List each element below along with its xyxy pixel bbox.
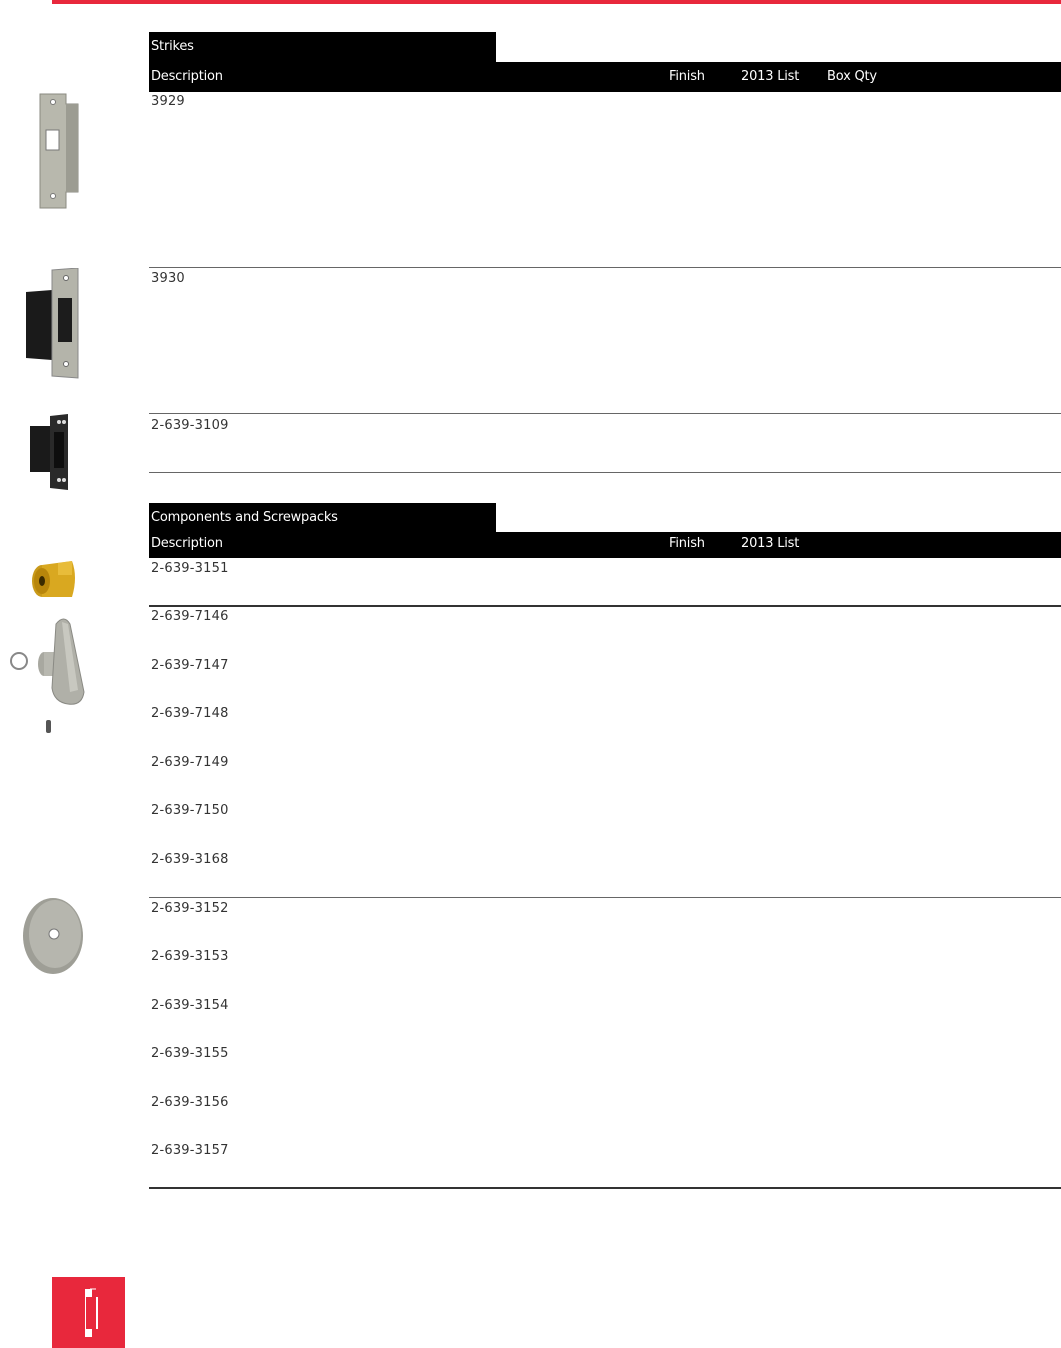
components-header-row: [149, 532, 1061, 558]
strike-item-2-639-3109: 2-639-3109: [151, 418, 229, 433]
component-item: 2-639-7147: [151, 658, 229, 673]
strikes-section-title: Strikes: [149, 32, 496, 62]
brass-cylinder-image: [28, 557, 80, 603]
thumbturn-image: [8, 614, 88, 738]
header-description: Description: [151, 536, 223, 551]
component-item: 2-639-3151: [151, 561, 229, 576]
row-divider: [149, 413, 1061, 414]
header-list-price: 2013 List: [741, 69, 800, 84]
component-item: 2-639-7146: [151, 609, 229, 624]
strikes-header-row: [149, 62, 1061, 92]
component-item: 2-639-7150: [151, 803, 229, 818]
component-item: 2-639-3153: [151, 949, 229, 964]
rose-plate-image: [20, 896, 86, 976]
component-item: 2-639-3154: [151, 998, 229, 1013]
row-divider: [149, 472, 1061, 473]
top-accent-bar: [52, 0, 1061, 4]
header-list-price: 2013 List: [741, 536, 800, 551]
header-box-qty: Box Qty: [827, 69, 877, 84]
component-item: 2-639-7148: [151, 706, 229, 721]
strike-item-3930: 3930: [151, 271, 185, 286]
components-section-title: Components and Screwpacks: [149, 503, 496, 533]
component-item: 2-639-3168: [151, 852, 229, 867]
row-divider: [149, 267, 1061, 268]
header-finish: Finish: [669, 69, 705, 84]
header-description: Description: [151, 69, 223, 84]
strike-box-2-639-3109-image: [28, 414, 72, 492]
component-item: 2-639-7149: [151, 755, 229, 770]
row-divider: [149, 1187, 1061, 1189]
row-divider: [149, 605, 1061, 607]
component-item: 2-639-3155: [151, 1046, 229, 1061]
component-item: 2-639-3157: [151, 1143, 229, 1158]
strike-plate-3929-image: [36, 92, 82, 210]
strike-box-3930-image: [22, 268, 82, 380]
strike-item-3929: 3929: [151, 94, 185, 109]
brand-logo-icon: [52, 1277, 125, 1348]
component-item: 2-639-3152: [151, 901, 229, 916]
component-item: 2-639-3156: [151, 1095, 229, 1110]
row-divider: [149, 897, 1061, 898]
header-finish: Finish: [669, 536, 705, 551]
